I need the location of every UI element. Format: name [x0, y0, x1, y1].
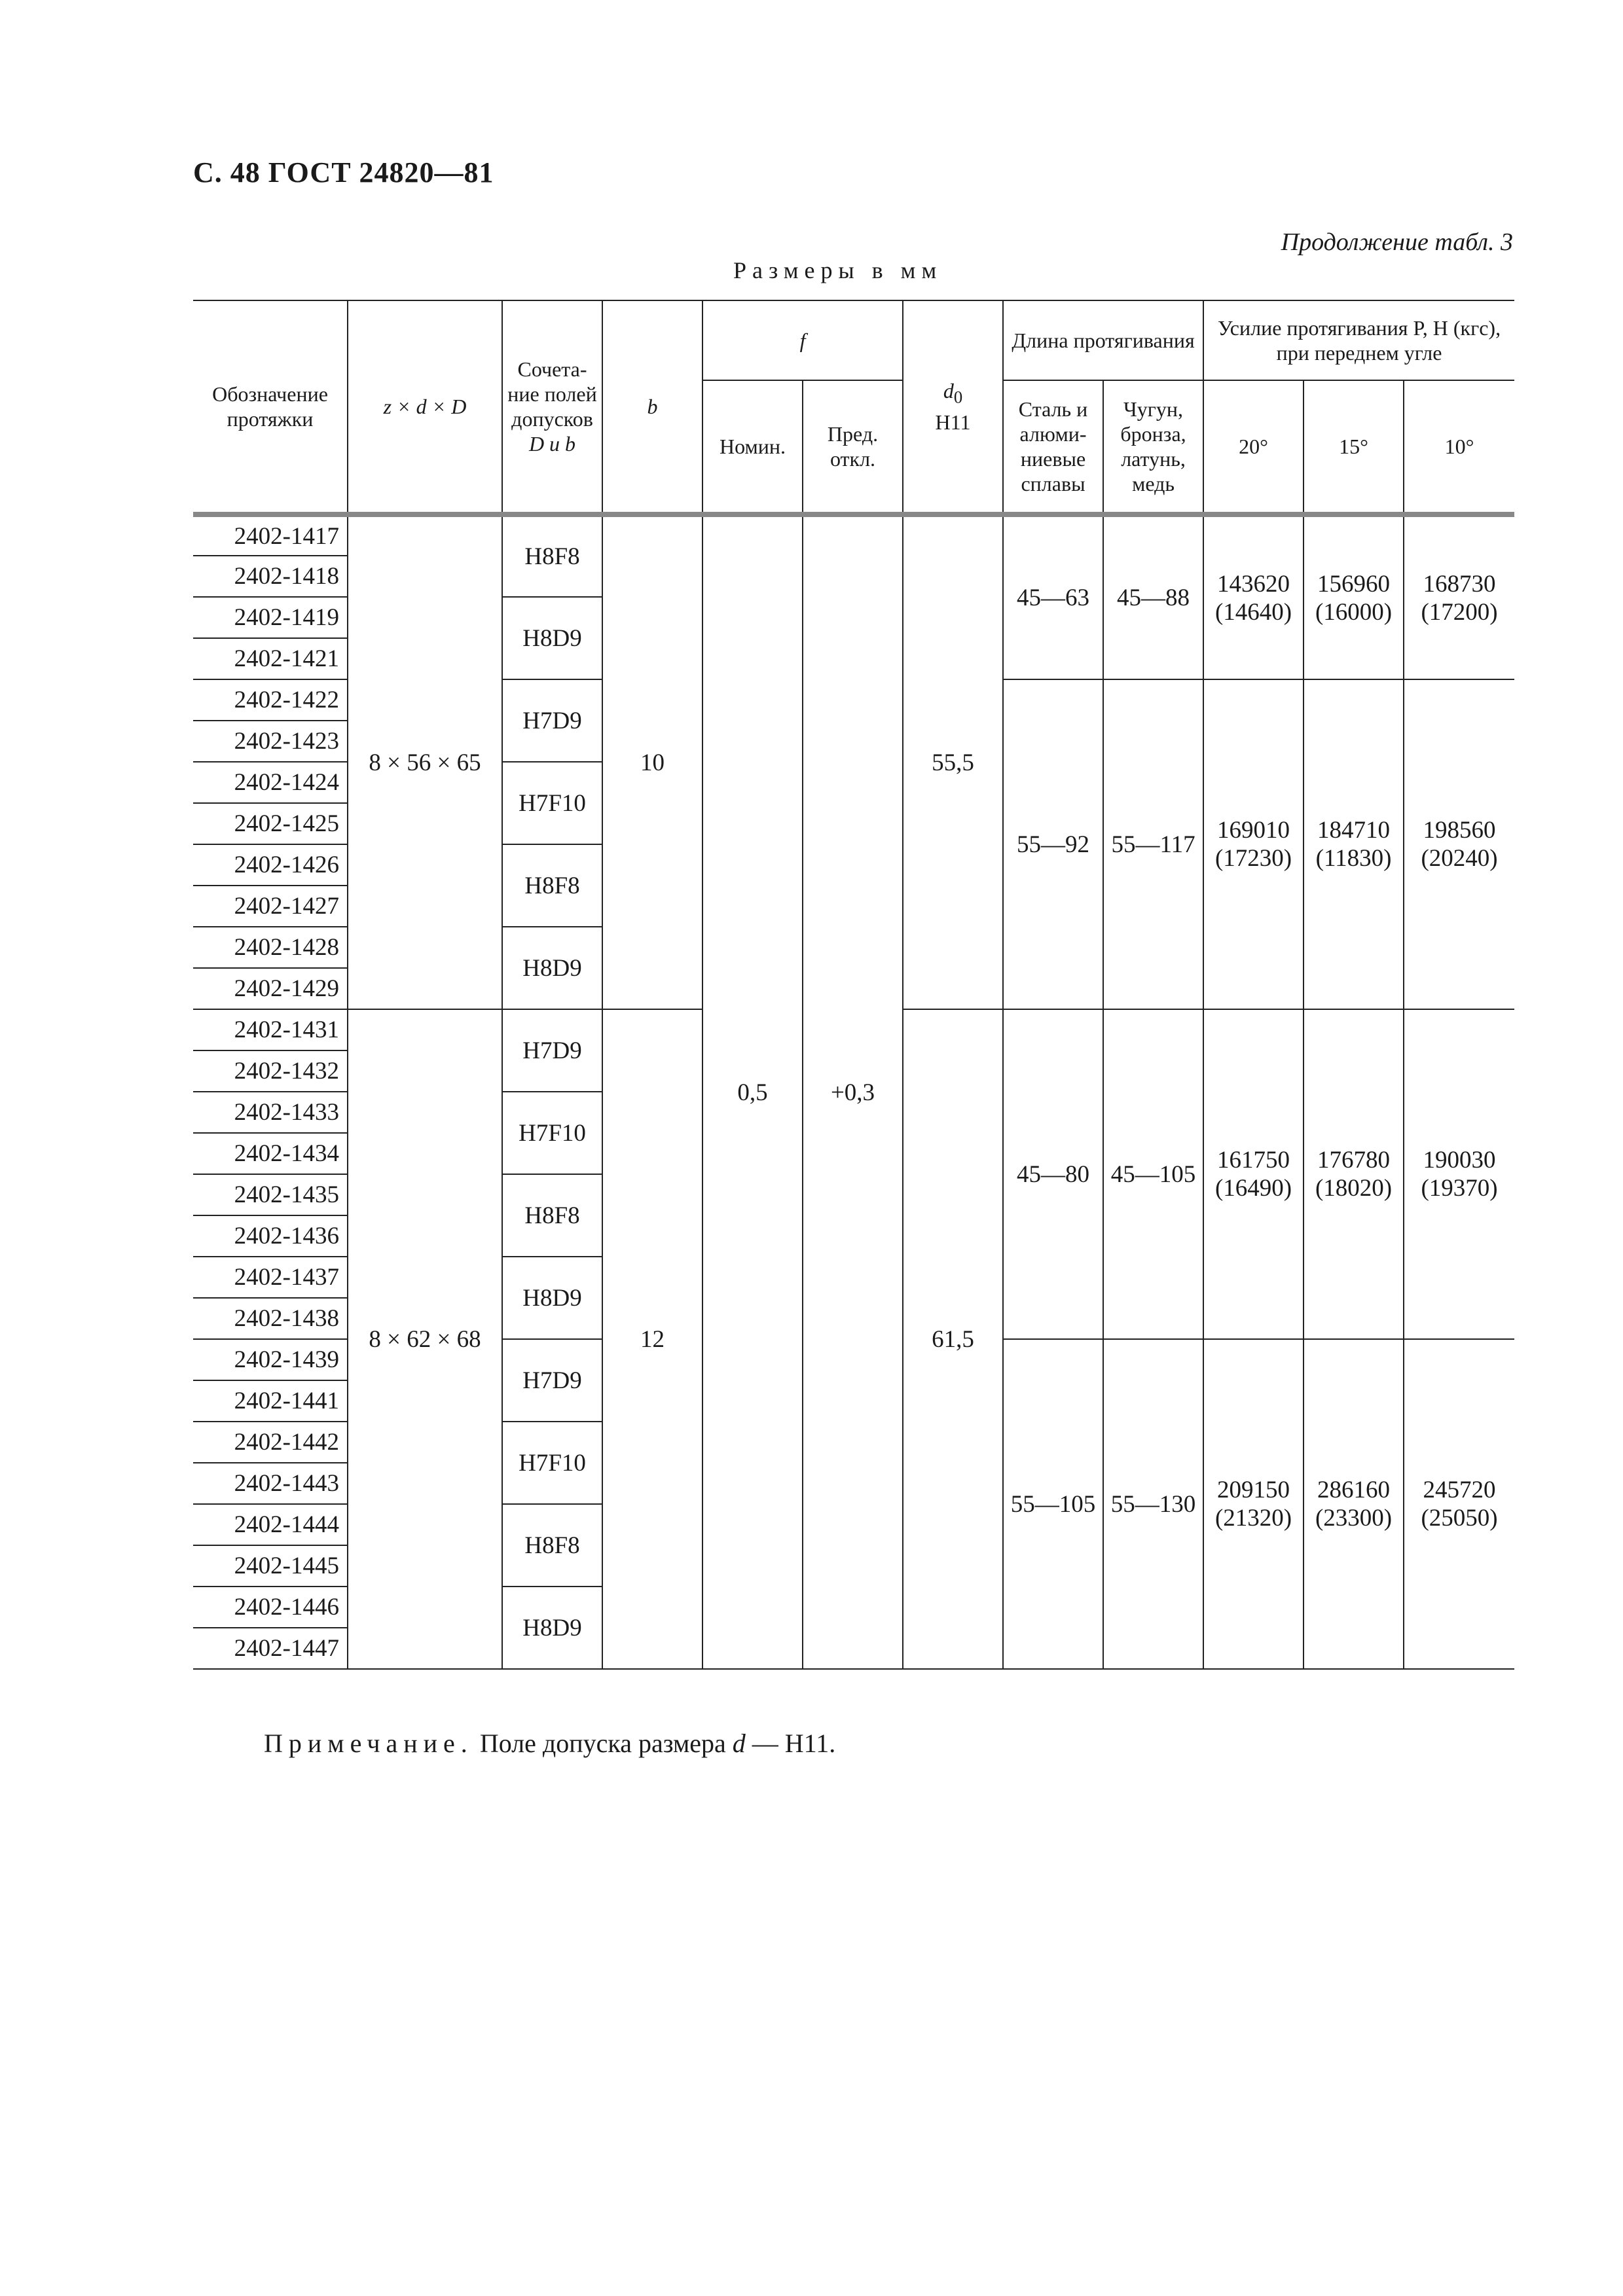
tolerance-cell: H7D9	[502, 679, 602, 762]
force-15-cell-line: 184710	[1317, 817, 1391, 844]
designation-cell: 2402-1432	[193, 1050, 348, 1092]
force-10-cell-line: 198560	[1423, 817, 1496, 844]
force-10-cell	[1404, 1009, 1514, 1339]
designation-cell: 2402-1418	[193, 556, 348, 597]
header-f-nom: Номин.	[702, 380, 803, 514]
force-20-cell-line: 169010	[1217, 817, 1290, 844]
designation-cell: 2402-1438	[193, 1298, 348, 1339]
force-20-cell-line: 143620	[1217, 570, 1290, 598]
designation-cell: 2402-1427	[193, 886, 348, 927]
force-20-cell-line: 209150	[1217, 1477, 1290, 1503]
designation-cell: 2402-1446	[193, 1587, 348, 1628]
header-f-dev: Пред. откл.	[803, 380, 903, 514]
force-15-cell	[1304, 1339, 1404, 1669]
force-20-cell	[1203, 679, 1304, 1009]
force-20-cell-line: (14640)	[1214, 598, 1292, 626]
designation-cell: 2402-1425	[193, 803, 348, 844]
header-d0-tol: H11	[935, 410, 971, 434]
designation-cell: 2402-1423	[193, 721, 348, 762]
header-d0-sub: 0	[953, 387, 963, 407]
b-cell: 12	[602, 1009, 702, 1669]
tolerance-cell: H8D9	[502, 927, 602, 1009]
force-15-cell-line: 286160	[1317, 1477, 1391, 1503]
designation-cell: 2402-1419	[193, 597, 348, 638]
designation-cell: 2402-1447	[193, 1628, 348, 1669]
length-iron-cell: 55—130	[1103, 1339, 1203, 1669]
header-zdD: z × d × D	[348, 300, 502, 514]
tolerance-cell: H7D9	[502, 1339, 602, 1422]
note-symbol: d	[732, 1729, 746, 1758]
tolerance-cell: H8D9	[502, 597, 602, 679]
page-header: С. 48 ГОСТ 24820—81	[193, 156, 494, 188]
header-f: f	[702, 300, 903, 380]
force-20-cell-line: (17230)	[1214, 845, 1292, 872]
designation-cell: 2402-1422	[193, 679, 348, 721]
force-20-cell-line: (21320)	[1214, 1505, 1292, 1532]
length-iron-cell: 55—117	[1103, 679, 1203, 1009]
tolerance-cell: H7F10	[502, 762, 602, 844]
table-continuation-label: Продолжение табл. 3	[1281, 228, 1513, 256]
force-10-cell-line: 168730	[1423, 570, 1496, 598]
force-10-cell-line: (20240)	[1421, 845, 1498, 872]
force-10-cell-line: (25050)	[1421, 1505, 1498, 1532]
note-text-before: Поле допуска размера	[479, 1729, 726, 1758]
zdD-cell: 8 × 56 × 65	[348, 514, 502, 1009]
force-20-cell-line: 161750	[1217, 1147, 1290, 1174]
force-20-cell	[1203, 1339, 1304, 1669]
header-tolerance-combo-text: Сочета-ние полей допусков	[507, 357, 597, 431]
f-dev-cell: +0,3	[803, 514, 903, 1669]
designation-cell: 2402-1444	[193, 1504, 348, 1545]
designation-cell: 2402-1442	[193, 1422, 348, 1463]
designation-cell: 2402-1426	[193, 844, 348, 886]
b-cell: 10	[602, 514, 702, 1009]
table-note	[264, 1728, 835, 1759]
designation-cell: 2402-1435	[193, 1174, 348, 1215]
force-10-cell-line: (19370)	[1421, 1175, 1498, 1202]
tolerance-cell: H7F10	[502, 1092, 602, 1174]
length-steel-cell: 45—80	[1003, 1009, 1103, 1339]
header-tolerance-combo-sub: D и b	[528, 432, 576, 456]
header-designation: Обозначение протяжки	[193, 300, 348, 514]
designation-cell: 2402-1441	[193, 1380, 348, 1422]
header-angle-20: 20°	[1203, 380, 1304, 514]
header-angle-10: 10°	[1404, 380, 1514, 514]
force-15-cell	[1304, 514, 1404, 679]
table-body	[193, 514, 1514, 1669]
header-b: b	[602, 300, 702, 514]
designation-cell: 2402-1434	[193, 1133, 348, 1174]
broach-table	[193, 300, 1514, 1670]
force-20-cell	[1203, 1009, 1304, 1339]
force-15-cell	[1304, 679, 1404, 1009]
designation-cell: 2402-1443	[193, 1463, 348, 1504]
designation-cell: 2402-1431	[193, 1009, 348, 1050]
force-15-cell-line: 176780	[1317, 1147, 1391, 1174]
designation-cell: 2402-1433	[193, 1092, 348, 1133]
length-iron-cell: 45—105	[1103, 1009, 1203, 1339]
force-15-cell-line: (11830)	[1315, 845, 1392, 872]
header-force: Усилие протягивания P, Н (кгс), при переднем угле	[1203, 300, 1514, 380]
length-steel-cell: 45—63	[1003, 514, 1103, 679]
header-tolerance-combo	[502, 300, 602, 514]
tolerance-cell: H8D9	[502, 1587, 602, 1669]
force-10-cell	[1404, 514, 1514, 679]
designation-cell: 2402-1436	[193, 1215, 348, 1257]
header-angle-15: 15°	[1304, 380, 1404, 514]
force-10-cell-line: 245720	[1423, 1477, 1496, 1503]
length-steel-cell: 55—92	[1003, 679, 1103, 1009]
tolerance-cell: H7D9	[502, 1009, 602, 1092]
force-15-cell-line: (16000)	[1315, 598, 1393, 626]
force-15-cell-line: 156960	[1317, 570, 1391, 598]
force-15-cell-line: (23300)	[1315, 1505, 1393, 1532]
tolerance-cell: H8D9	[502, 1257, 602, 1339]
designation-cell: 2402-1439	[193, 1339, 348, 1380]
force-10-cell	[1404, 679, 1514, 1009]
force-15-cell-line: (18020)	[1315, 1175, 1393, 1202]
length-iron-cell: 45—88	[1103, 514, 1203, 679]
zdD-cell: 8 × 62 × 68	[348, 1009, 502, 1669]
designation-cell: 2402-1428	[193, 927, 348, 968]
tolerance-cell: H8F8	[502, 844, 602, 927]
tolerance-cell: H8F8	[502, 1504, 602, 1587]
designation-cell: 2402-1421	[193, 638, 348, 679]
force-20-cell-line: (16490)	[1214, 1175, 1292, 1202]
length-steel-cell: 55—105	[1003, 1339, 1103, 1669]
tolerance-cell: H8F8	[502, 1174, 602, 1257]
force-15-cell	[1304, 1009, 1404, 1339]
tolerance-cell: H8F8	[502, 514, 602, 597]
designation-cell: 2402-1445	[193, 1545, 348, 1587]
header-length: Длина протягивания	[1003, 300, 1203, 380]
note-label: Примечание.	[264, 1729, 473, 1758]
header-length-steel: Сталь и алюми-ниевые сплавы	[1003, 380, 1103, 514]
force-10-cell-line: 190030	[1423, 1147, 1496, 1174]
designation-cell: 2402-1429	[193, 968, 348, 1009]
header-length-iron: Чугун, бронза, латунь, медь	[1103, 380, 1203, 514]
force-10-cell-line: (17200)	[1421, 598, 1498, 626]
designation-cell: 2402-1437	[193, 1257, 348, 1298]
force-10-cell	[1404, 1339, 1514, 1669]
header-d0-symbol: d	[943, 379, 954, 403]
note-text-after: — H11.	[752, 1729, 836, 1758]
d0-cell: 61,5	[903, 1009, 1003, 1669]
units-caption: Размеры в мм	[733, 257, 943, 283]
header-d0	[903, 300, 1003, 514]
force-20-cell	[1203, 514, 1304, 679]
table-row	[193, 514, 1514, 556]
d0-cell: 55,5	[903, 514, 1003, 1009]
f-nom-cell: 0,5	[702, 514, 803, 1669]
tolerance-cell: H7F10	[502, 1422, 602, 1504]
designation-cell: 2402-1417	[193, 514, 348, 556]
designation-cell: 2402-1424	[193, 762, 348, 803]
